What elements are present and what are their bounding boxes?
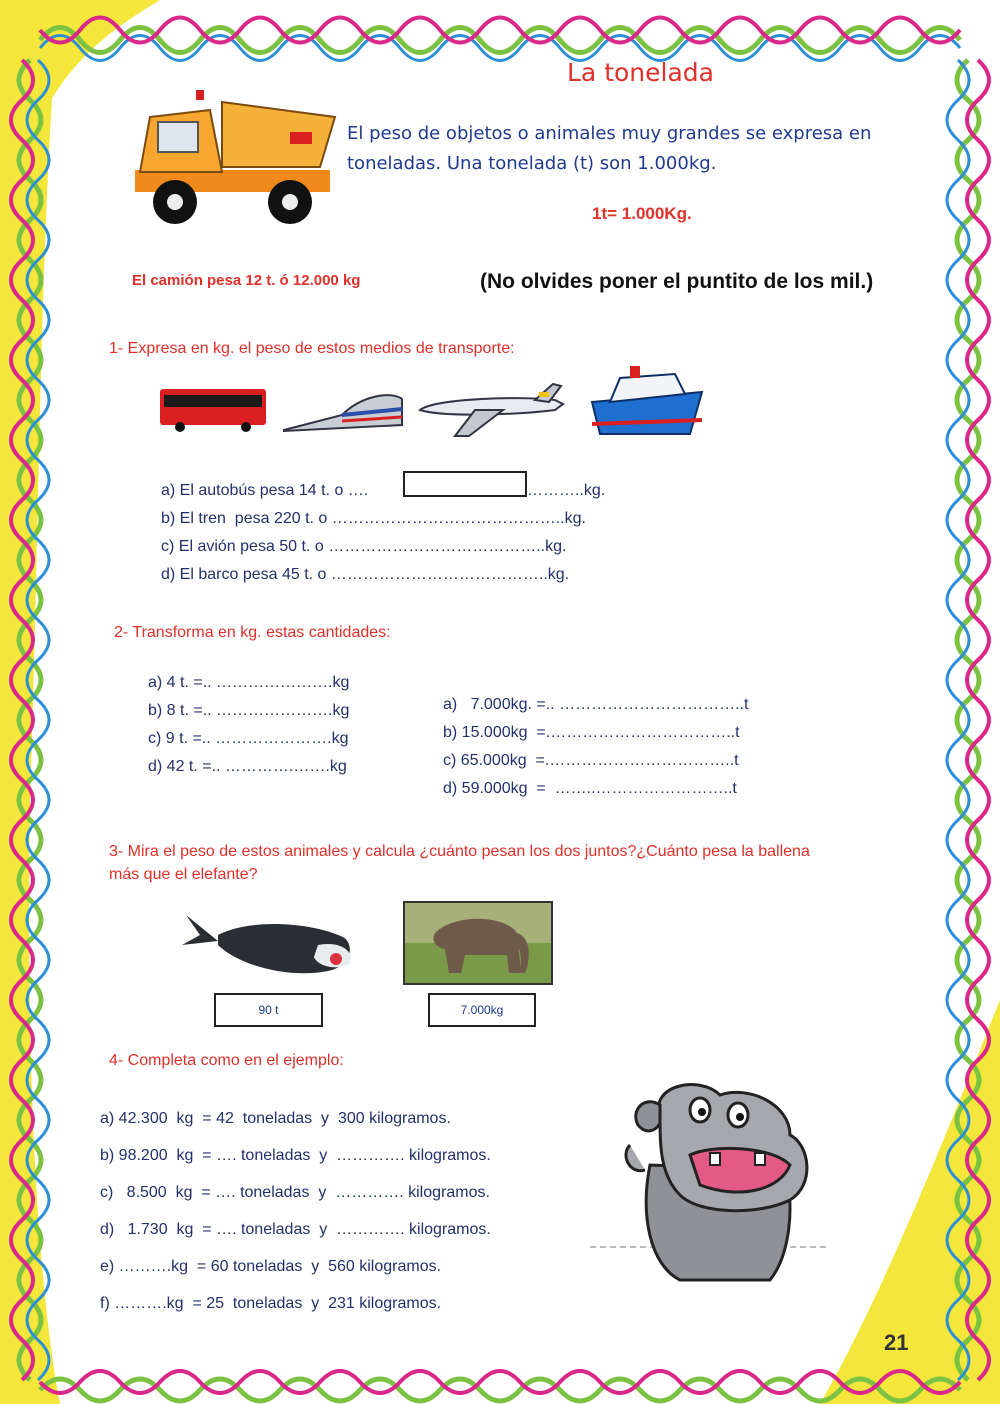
exercise-1-heading: 1- Expresa en kg. el peso de estos medios de transporte: xyxy=(109,340,515,357)
train-image xyxy=(282,385,406,433)
wave-top-green xyxy=(40,28,960,53)
wave-bottom-green xyxy=(40,1379,960,1401)
whale-weight-label: 90 t xyxy=(214,993,323,1027)
yellow-band-right xyxy=(820,1000,1000,1404)
exercise-2-heading: 2- Transforma en kg. estas cantidades: xyxy=(114,624,391,641)
exercise-1-item-c: c) El avión pesa 50 t. o …………………………………..kg. xyxy=(161,538,567,555)
exercise-1-item-a: a) El autobús pesa 14 t. o …. xyxy=(161,482,369,499)
wave-top-blue xyxy=(40,36,960,61)
exercise-4-item-b: b) 98.200 kg = …. toneladas y …………. kilogramos. xyxy=(100,1147,491,1164)
dump-truck-image xyxy=(130,72,345,232)
elephant-photo-icon xyxy=(405,903,551,983)
exercise-2-left-a: a) 4 t. =.. ………………….kg xyxy=(148,674,350,691)
exercise-2-right-d: d) 59.000kg = ……..……………………..t xyxy=(443,780,737,797)
exercise-4-item-f: f) ……….kg = 25 toneladas y 231 kilogramos. xyxy=(100,1295,442,1312)
whale-image xyxy=(178,905,358,980)
exercise-4-item-c: c) 8.500 kg = …. toneladas y …………. kilogramos. xyxy=(100,1184,490,1201)
exercise-1-item-d: d) El barco pesa 45 t. o …………………………………..kg. xyxy=(161,566,570,583)
intro-line-1: El peso de objetos o animales muy grandes se expresa en xyxy=(347,123,872,144)
exercise-1-item-b: b) El tren pesa 220 t. o ……………………………………..kg. xyxy=(161,510,586,527)
exercise-3-heading-line-1: 3- Mira el peso de estos animales y calcula ¿cuánto pesan los dos juntos?¿Cuánto pesa la ballena xyxy=(109,843,810,860)
reminder-note: (No olvides poner el puntito de los mil.) xyxy=(480,270,874,293)
conversion-equation: 1t= 1.000Kg. xyxy=(592,204,692,223)
page-title: La tonelada xyxy=(567,58,714,87)
wave-top-pink xyxy=(40,18,960,43)
airplane-image xyxy=(415,380,565,438)
exercise-2-right-c: c) 65.000kg =.……………………………..t xyxy=(443,752,739,769)
wave-bottom-pink xyxy=(40,1371,960,1393)
answer-box-bus[interactable] xyxy=(403,471,527,497)
elephant-image xyxy=(403,901,553,985)
exercise-4-item-e: e) ……….kg = 60 toneladas y 560 kilogramos. xyxy=(100,1258,442,1275)
intro-line-2: toneladas. Una tonelada (t) son 1.000kg. xyxy=(347,153,717,174)
ship-image xyxy=(590,362,705,440)
exercise-2-left-d: d) 42 t. =.. ………….…….kg xyxy=(148,758,347,775)
exercise-3-heading-line-2: más que el elefante? xyxy=(109,866,258,883)
exercise-2-right-b: b) 15.000kg =.……………………………..t xyxy=(443,724,740,741)
exercise-4-heading: 4- Completa como en el ejemplo: xyxy=(109,1052,344,1069)
exercise-2-left-c: c) 9 t. =.. ………………….kg xyxy=(148,730,349,747)
exercise-1-item-a-tail: ………..kg. xyxy=(527,482,606,499)
exercise-2-left-b: b) 8 t. =.. ………………….kg xyxy=(148,702,350,719)
exercise-4-item-a: a) 42.300 kg = 42 toneladas y 300 kilogramos. xyxy=(100,1110,451,1127)
elephant-weight-label: 7.000kg xyxy=(428,993,536,1027)
bus-image xyxy=(158,385,270,433)
page-number: 21 xyxy=(884,1330,909,1355)
exercise-2-right-a: a) 7.000kg. =.. ……………………………..t xyxy=(443,696,749,713)
hippo-image xyxy=(590,1075,830,1285)
truck-weight-note: El camión pesa 12 t. ó 12.000 kg xyxy=(132,272,361,289)
exercise-4-item-d: d) 1.730 kg = …. toneladas y …………. kilogramos. xyxy=(100,1221,491,1238)
